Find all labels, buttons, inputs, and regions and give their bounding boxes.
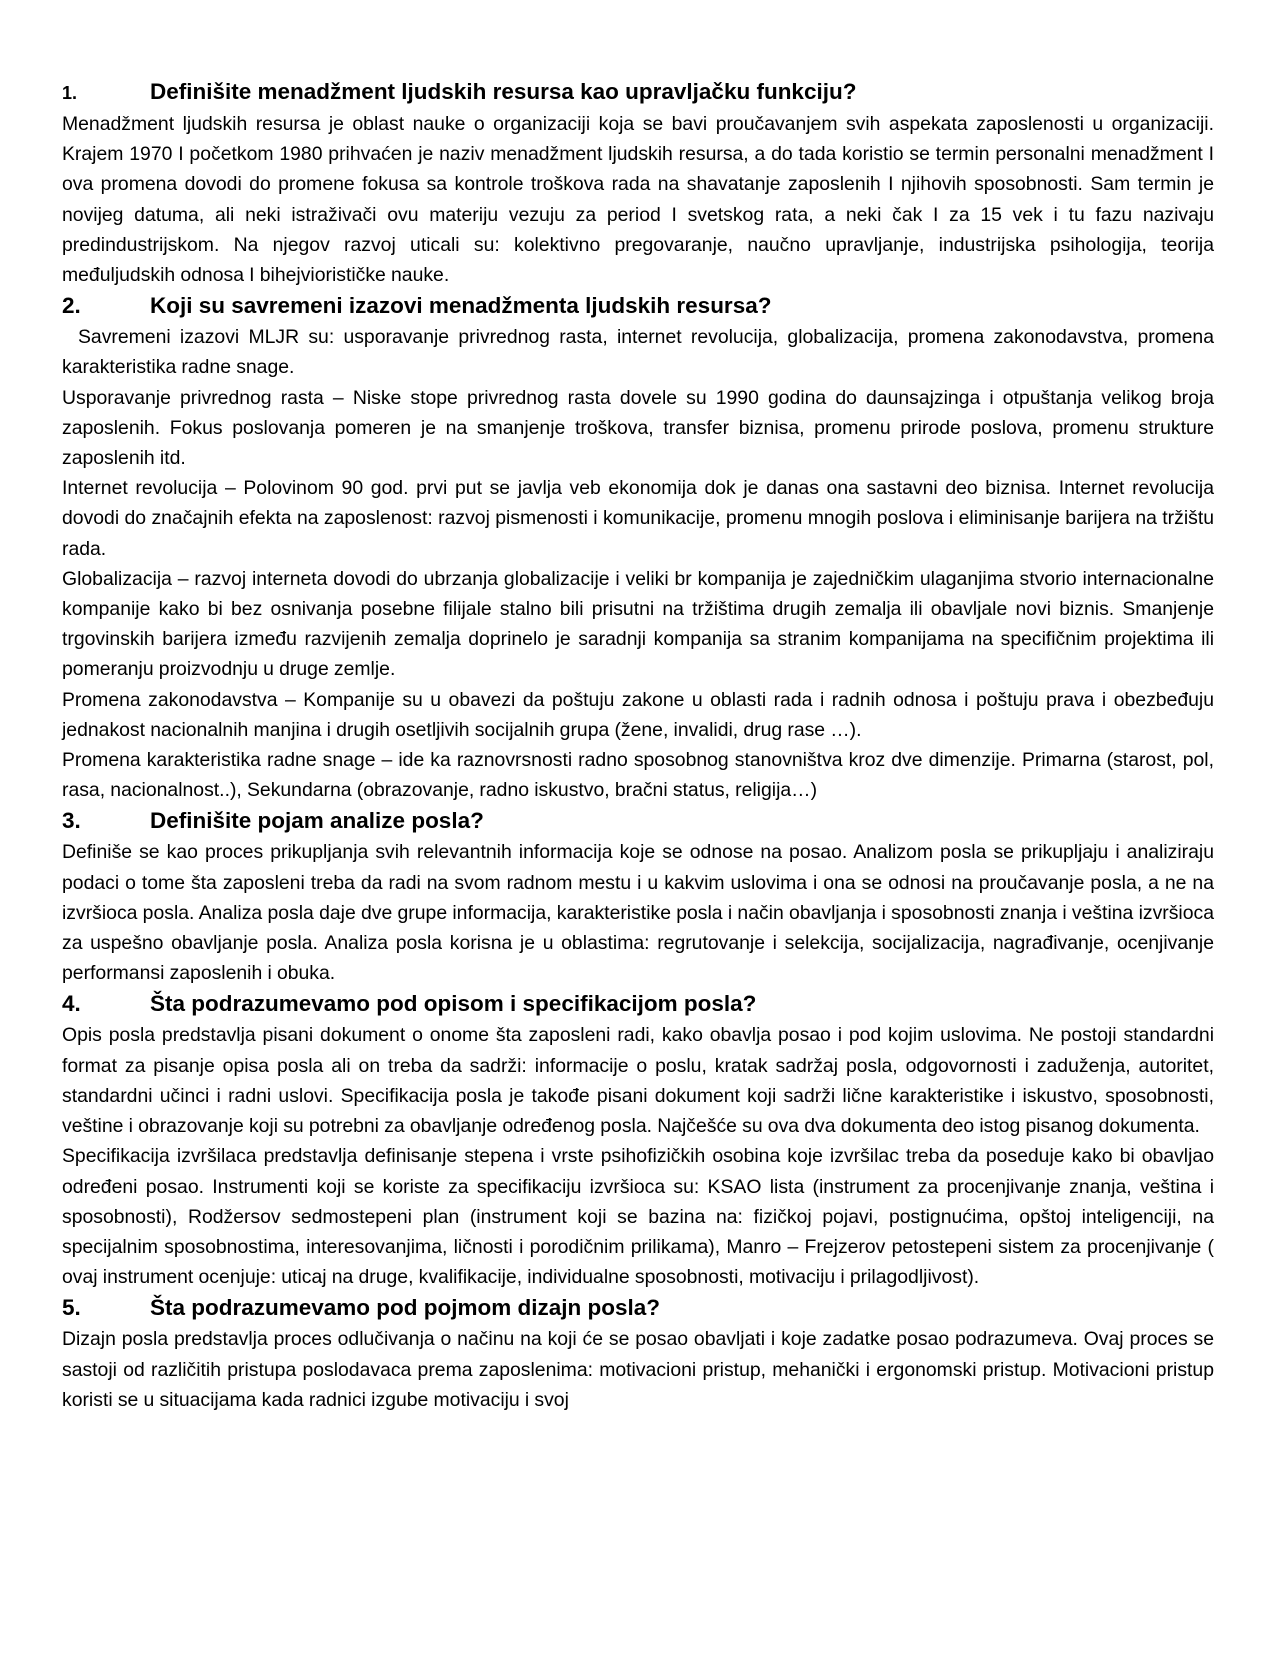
- section-heading: [62, 805, 1214, 837]
- paragraph: Menadžment ljudskih resursa je oblast nauke o organizaciji koja se bavi proučavanjem svih aspekata zaposlenosti u organizaciji. Krajem 1970 I početkom 1980 prihvaćen je naziv menadžment ljudskih resursa, a do tada koristio se termin personalni menadžment I ova promena dovodi do promene fokusa sa kontrole troškova rada na shavatanje zaposlenih I njihovih sposobnosti. Sam termin je novijeg datuma, ali neki istraživači ovu materiju vezuju za period I svetskog rata, a neki čak I za 15 vek i tu fazu nazivaju predindustrijskom. Na njegov razvoj uticali su: kolektivno pregovaranje, naučno upravljanje, industrijska psihologija, teorija međuljudskih odnosa I bihejviorističke nauke.: [62, 113, 1214, 287]
- paragraph: Opis posla predstavlja pisani dokument o onome šta zaposleni radi, kako obavlja posao i pod kojim uslovima. Ne postoji standardni format za pisanje opisa posla ali on treba da sadrži: informacije o poslu, kratak sadržaj posla, odgovornosti i zaduženja, autoritet, standardni učinci i radni uslovi. Specifikacija posla je takođe pisani dokument koji sadrži lične karakteristike i iskustvo, sposobnosti, veštine i obrazovanje koji su potrebni za obavljanje određenog posla. Najčešće su ova dva dokumenta deo istog pisanog dokumenta.: [62, 1024, 1214, 1138]
- section-number: 3.: [62, 808, 81, 834]
- section-heading: [62, 1292, 1214, 1324]
- section-1: [62, 76, 1214, 290]
- section-title: Šta podrazumevamo pod opisom i specifikacijom posla?: [150, 991, 757, 1017]
- section-number: 2.: [62, 293, 81, 319]
- section-heading: [62, 76, 1214, 109]
- section-5: [62, 1292, 1214, 1415]
- paragraph: Definiše se kao proces prikupljanja svih relevantnih informacija koje se odnose na posao. Analizom posla se prikupljaju i analiziraju podaci o tome šta zaposleni treba da radi na svom radnom mestu i u kakvim uslovima i ona se odnosi na proučavanje posla, a ne na izvršioca posla. Analiza posla daje dve grupe informacija, karakteristike posla i način obavljanja i sposobnosti znanja i veština izvršioca za uspešno obavljanje posla. Analiza posla korisna je u oblastima: regrutovanje i selekcija, socijalizacija, nagrađivanje, ocenjivanje performansi zaposlenih i obuka.: [62, 841, 1214, 985]
- section-number: 4.: [62, 991, 81, 1017]
- section-heading: [62, 988, 1214, 1020]
- paragraph: Savremeni izazovi MLJR su: usporavanje privrednog rasta, internet revolucija, globalizacija, promena zakonodavstva, promena karakteristika radne snage.: [62, 326, 1214, 379]
- section-title: Definišite menadžment ljudskih resursa kao upravljačku funkciju?: [150, 79, 857, 104]
- paragraph: Internet revolucija – Polovinom 90 god. prvi put se javlja veb ekonomija dok je danas ona sastavni deo biznisa. Internet revolucija dovodi do značajnih efekta na zaposlenost: razvoj pismenosti i komunikacije, promenu mnogih poslova i eliminisanje barijera na tržištu rada.: [62, 477, 1214, 560]
- section-number: 1.: [62, 83, 78, 103]
- section-title: Šta podrazumevamo pod pojmom dizajn posla?: [150, 1295, 661, 1321]
- paragraph: Promena zakonodavstva – Kompanije su u obavezi da poštuju zakone u oblasti rada i radnih odnosa i poštuju prava i obezbeđuju jednakost nacionalnih manjina i drugih osetljivih socijalnih grupa (žene, invalidi, drug rase …).: [62, 688, 1214, 741]
- section-number: 5.: [62, 1295, 81, 1321]
- paragraph: Dizajn posla predstavlja proces odlučivanja o načinu na koji će se posao obavljati i koje zadatke posao podrazumeva. Ovaj proces se sastoji od različitih pristupa poslodavaca prema zaposlenima: motivacioni pristup, mehanički i ergonomski pristup. Motivacioni pristup koristi se u situacijama kada radnici izgube motivaciju i svoj: [62, 1328, 1214, 1411]
- document-page: [62, 76, 1214, 1415]
- paragraph: Specifikacija izvršilaca predstavlja definisanje stepena i vrste psihofizičkih osobina koje izvršilac treba da poseduje kako bi obavljao određeni posao. Instrumenti koji se koriste za specifikaciju izvršioca su: KSAO lista (instrument za procenjivanje znanja, veština i sposobnosti), Rodžersov sedmostepeni plan (instrument koji se bazina na: fizičkoj pojavi, postignućima, opštoj inteligenciji, na specijalnim sposobnostima, interesovanjima, ličnosti i porodičnim prilikama), Manro – Frejzerov petostepeni sistem za procenjivanje ( ovaj instrument ocenjuje: uticaj na druge, kvalifikacije, individualne sposobnosti, motivaciju i prilagodljivost).: [62, 1145, 1214, 1289]
- section-4: [62, 988, 1214, 1292]
- paragraph: Globalizacija – razvoj interneta dovodi do ubrzanja globalizacije i veliki br kompanija je zajedničkim ulaganjima stvorio internacionalne kompanije kako bi bez osnivanja posebne filijale stalno bili prisutni na tržištima drugih zemalja ili obavljale novi biznis. Smanjenje trgovinskih barijera između razvijenih zemalja doprinelo je saradnji kompanija sa stranim kompanijama na specifičnim projektima ili pomeranju proizvodnju u druge zemlje.: [62, 567, 1214, 681]
- section-title: Definišite pojam analize posla?: [150, 808, 484, 834]
- section-heading: [62, 290, 1214, 322]
- paragraph: Usporavanje privrednog rasta – Niske stope privrednog rasta dovele su 1990 godina do daunsajzinga i otpuštanja velikog broja zaposlenih. Fokus poslovanja pomeren je na smanjenje troškova, transfer biznisa, promenu prirode poslova, promenu strukture zaposlenih itd.: [62, 386, 1214, 470]
- section-2: [62, 290, 1214, 805]
- section-title: Koji su savremeni izazovi menadžmenta ljudskih resursa?: [150, 293, 772, 319]
- section-3: [62, 805, 1214, 988]
- paragraph: Promena karakteristika radne snage – ide ka raznovrsnosti radno sposobnog stanovništva kroz dve dimenzije. Primarna (starost, pol, rasa, nacionalnost..), Sekundarna (obrazovanje, radno iskustvo, bračni status, religija…): [62, 749, 1214, 802]
